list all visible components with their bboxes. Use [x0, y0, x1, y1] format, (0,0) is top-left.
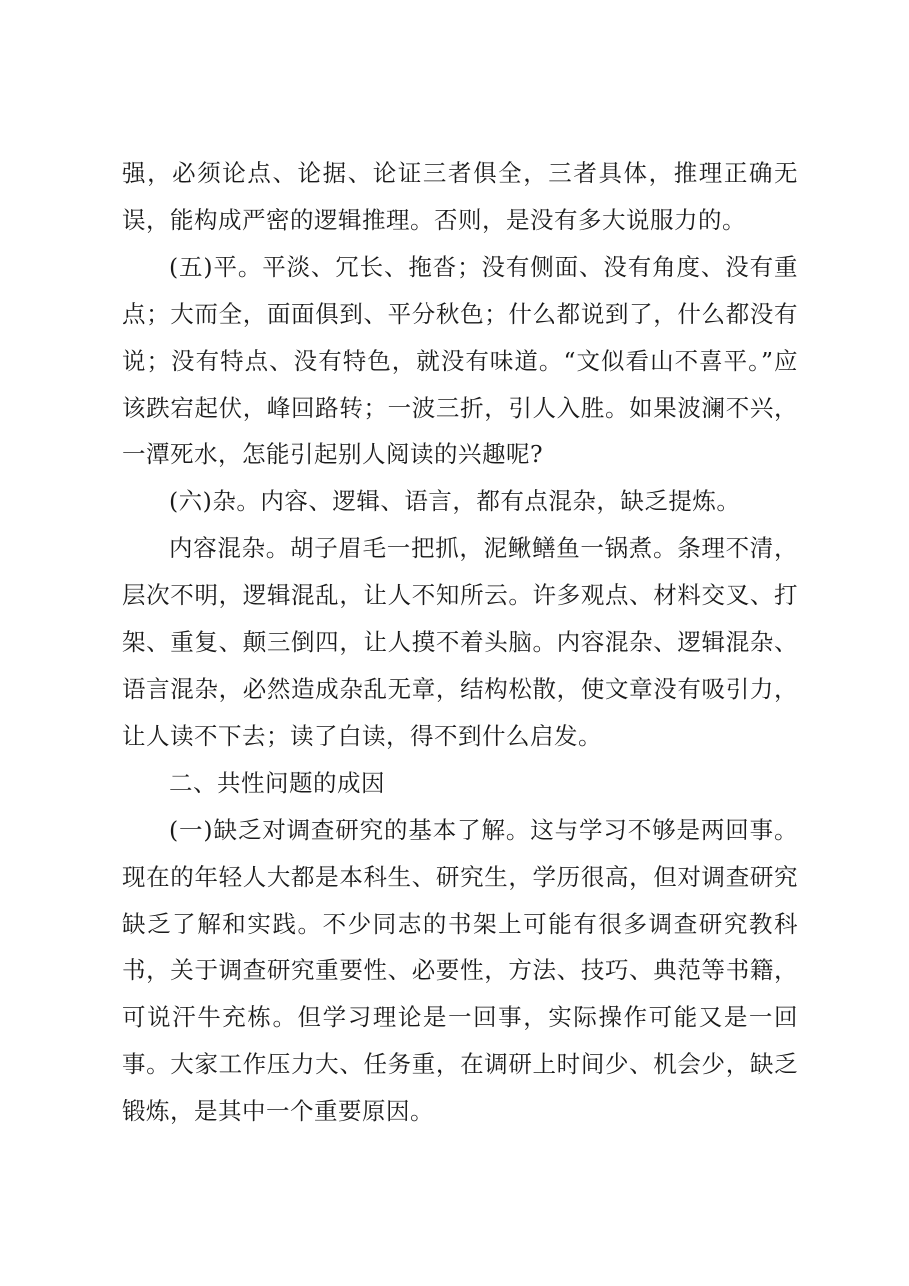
paragraph-continuation: 强，必须论点、论据、论证三者俱全，三者具体，推理正确无误，能构成严密的逻辑推理。否则，是没有多大说服力的。	[122, 159, 798, 234]
paragraph-cause-one: (一)缺乏对调查研究的基本了解。这与学习不够是两回事。现在的年轻人大都是本科生、研究生，学历很高，但对调查研究缺乏了解和实践。不少同志的书架上可能有很多调查研究教科书，关于调查研究重要性、必要性，方法、技巧、典范等书籍，可说汗牛充栋。但学习理论是一回事，实际操作可能又是一回事。大家工作压力大、任务重，在调研上时间少、机会少，缺乏锻炼，是其中一个重要原因。	[122, 815, 798, 1126]
body-text	[122, 150, 798, 1135]
section-heading-causes: 二、共性问题的成因	[169, 768, 385, 797]
paragraph-content-mixed: 内容混杂。胡子眉毛一把抓，泥鳅鳝鱼一锅煮。条理不清，层次不明，逻辑混乱，让人不知所云。许多观点、材料交叉、打架、重复、颠三倒四，让人摸不着头脑。内容混杂、逻辑混杂、语言混杂，必然造成杂乱无章，结构松散，使文章没有吸引力，让人读不下去；读了白读，得不到什么启发。	[122, 534, 798, 750]
paragraph-section-five: (五)平。平淡、冗长、拖沓；没有侧面、没有角度、没有重点；大而全，面面俱到、平分秋色；什么都说到了，什么都没有说；没有特点、没有特色，就没有味道。“文似看山不喜平。”应该跌宕起伏，峰回路转；一波三折，引人入胜。如果波澜不兴，一潭死水，怎能引起别人阅读的兴趣呢?	[122, 252, 798, 469]
paragraph-section-six: (六)杂。内容、逻辑、语言，都有点混杂，缺乏提炼。	[169, 487, 741, 516]
